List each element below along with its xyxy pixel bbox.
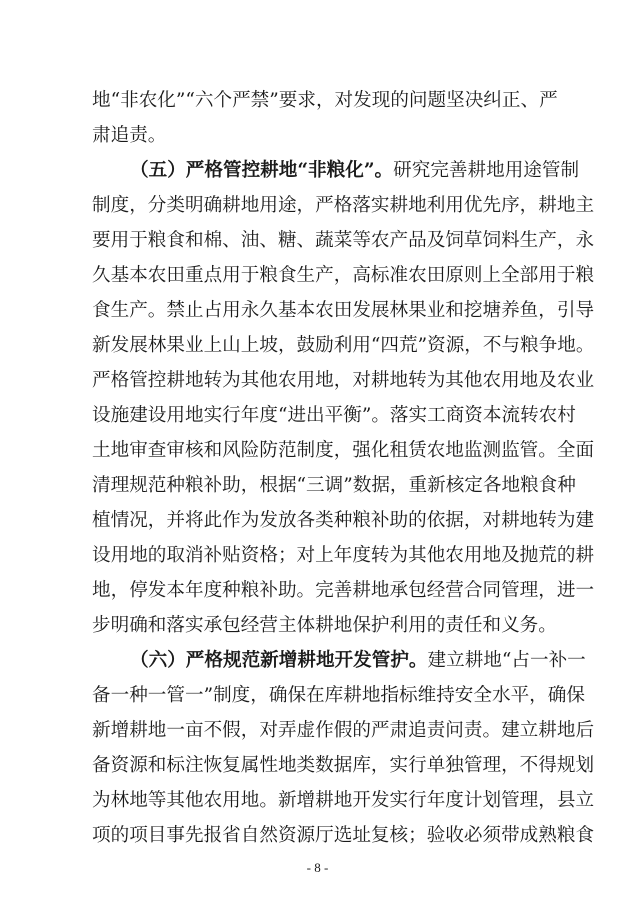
text-line: 为林地等其他农用地。新增耕地开发实行年度计划管理，县立 [92, 790, 595, 811]
section-5-lead-text: 研究完善耕地用途管制 [393, 160, 580, 181]
text-line: 清理规范种粮补助，根据“三调”数据，重新核定各地粮食种 [92, 475, 576, 496]
section-6-heading: （六）严格规范新增耕地开发管护。 [130, 650, 428, 671]
text-line: 制度，分类明确耕地用途，严格落实耕地利用优先序，耕地主 [92, 195, 595, 216]
section-5-first-line [130, 156, 580, 186]
text-line: 久基本农田重点用于粮食生产，高标准农田原则上全部用于粮 [92, 265, 595, 286]
section-5-heading: （五）严格管控耕地“非粮化”。 [130, 160, 394, 181]
text-line: 项的项目事先报省自然资源厅选址复核；验收必须带成熟粮食 [92, 825, 595, 846]
page-number: - 8 - [306, 860, 329, 875]
text-line: 设施建设用地实行年度“进出平衡”。落实工商资本流转农村 [92, 405, 576, 426]
text-line: 植情况，并将此作为发放各类种粮补助的依据，对耕地转为建 [92, 510, 595, 531]
text-line: 食生产。禁止占用永久基本农田发展林果业和挖塘养鱼，引导 [92, 300, 595, 321]
text-line: 新发展林果业上山上坡，鼓励利用“四荒”资源，不与粮争地。 [92, 335, 595, 356]
text-line: 要用于粮食和棉、油、糖、蔬菜等农产品及饲草饲料生产，永 [92, 230, 595, 251]
text-line: 备一种一管一”制度，确保在库耕地指标维持安全水平，确保 [92, 685, 585, 706]
text-line: 地“非农化”“六个严禁”要求，对发现的问题坚决纠正、严 [92, 90, 558, 111]
text-line: 地，停发本年度种粮补助。完善耕地承包经营合同管理，进一 [92, 580, 595, 601]
text-line: 肃追责。 [92, 125, 167, 146]
text-line: 设用地的取消补贴资格；对上年度转为其他农用地及抛荒的耕 [92, 545, 595, 566]
section-6-lead-text: 建立耕地“占一补一 [427, 650, 586, 671]
text-line: 新增耕地一亩不假，对弄虚作假的严肃追责问责。建立耕地后 [92, 720, 595, 741]
section-6-first-line [130, 646, 586, 676]
text-line: 严格管控耕地转为其他农用地，对耕地转为其他农用地及农业 [92, 370, 595, 391]
text-line: 步明确和落实承包经营主体耕地保护利用的责任和义务。 [92, 615, 557, 636]
text-line: 备资源和标注恢复属性地类数据库，实行单独管理，不得规划 [92, 755, 595, 776]
text-line: 土地审查审核和风险防范制度，强化租赁农地监测监管。全面 [92, 440, 595, 461]
